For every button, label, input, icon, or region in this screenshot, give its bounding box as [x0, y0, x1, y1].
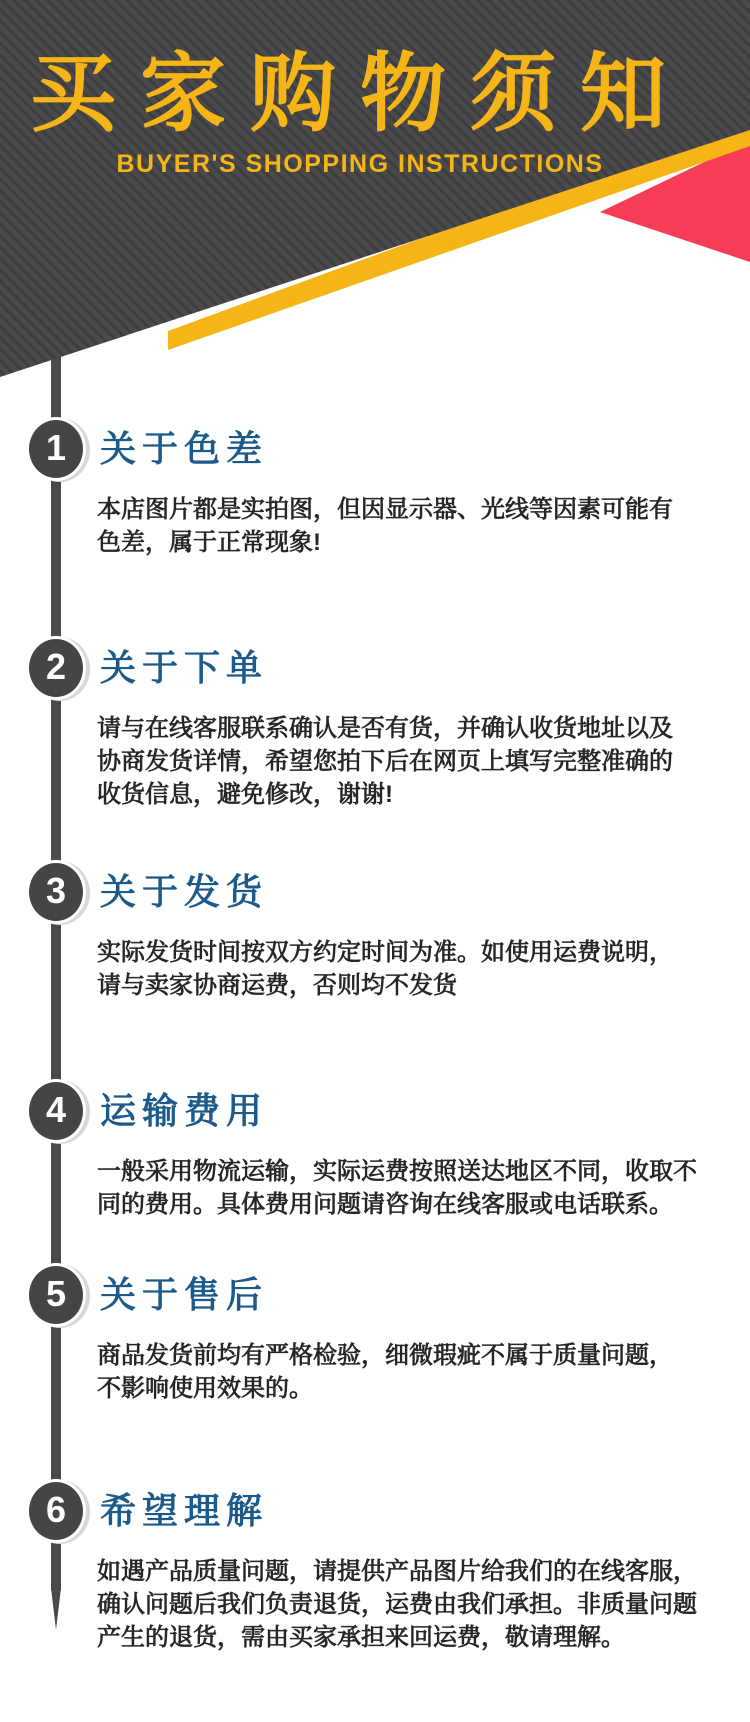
section-heading: 运输费用 — [100, 1090, 269, 1131]
step-number: 6 — [45, 1489, 67, 1530]
section-body — [97, 712, 673, 811]
step-number: 3 — [45, 870, 67, 911]
step-badge-2 — [26, 636, 86, 700]
section-heading: 关于色差 — [100, 428, 269, 469]
body-line: 如遇产品质量问题，请提供产品图片给我们的在线客服， — [97, 1558, 697, 1585]
section-heading: 关于售后 — [100, 1274, 269, 1315]
body-line: 商品发货前均有严格检验，细微瑕疵不属于质量问题， — [97, 1342, 673, 1369]
timeline-line — [51, 300, 61, 1590]
body-line: 一般采用物流运输，实际运费按照送达地区不同，收取不 — [97, 1158, 697, 1185]
step-number: 4 — [45, 1089, 67, 1130]
body-line: 本店图片都是实拍图，但因显示器、光线等因素可能有 — [97, 496, 673, 523]
body-line: 协商发货详情，希望您拍下后在网页上填写完整准确的 — [97, 748, 673, 775]
body-line: 实际发货时间按双方约定时间为准。如使用运费说明， — [97, 939, 673, 966]
section-body — [97, 1155, 697, 1221]
body-line: 收货信息，避免修改，谢谢! — [97, 781, 393, 808]
timeline-end-tip — [51, 1588, 61, 1630]
body-line: 请与卖家协商运费，否则均不发货 — [97, 972, 457, 999]
step-number: 1 — [45, 427, 67, 468]
body-line: 产生的退货，需由买家承担来回运费，敬请理解。 — [97, 1624, 625, 1651]
step-badge-6 — [26, 1479, 86, 1543]
step-number: 2 — [45, 646, 67, 687]
section-body — [97, 1339, 673, 1405]
step-number: 5 — [45, 1273, 67, 1314]
section-heading: 关于发货 — [100, 871, 269, 912]
page-title: 买家购物须知 — [30, 46, 690, 142]
step-badge-4 — [26, 1079, 86, 1143]
body-line: 请与在线客服联系确认是否有货，并确认收货地址以及 — [97, 715, 673, 742]
body-line: 色差，属于正常现象! — [97, 529, 321, 556]
step-badge-5 — [26, 1263, 86, 1327]
body-line: 同的费用。具体费用问题请咨询在线客服或电话联系。 — [97, 1191, 673, 1218]
step-badge-1 — [26, 417, 86, 481]
section-heading: 关于下单 — [100, 647, 269, 688]
body-line: 确认问题后我们负责退货，运费由我们承担。非质量问题 — [97, 1591, 697, 1618]
section-body — [97, 493, 673, 559]
step-badge-3 — [26, 860, 86, 924]
section-heading: 希望理解 — [100, 1490, 269, 1531]
body-line: 不影响使用效果的。 — [97, 1375, 313, 1402]
page-subtitle: BUYER'S SHOPPING INSTRUCTIONS — [116, 150, 604, 178]
section-body — [97, 1555, 697, 1654]
section-body — [97, 936, 673, 1002]
